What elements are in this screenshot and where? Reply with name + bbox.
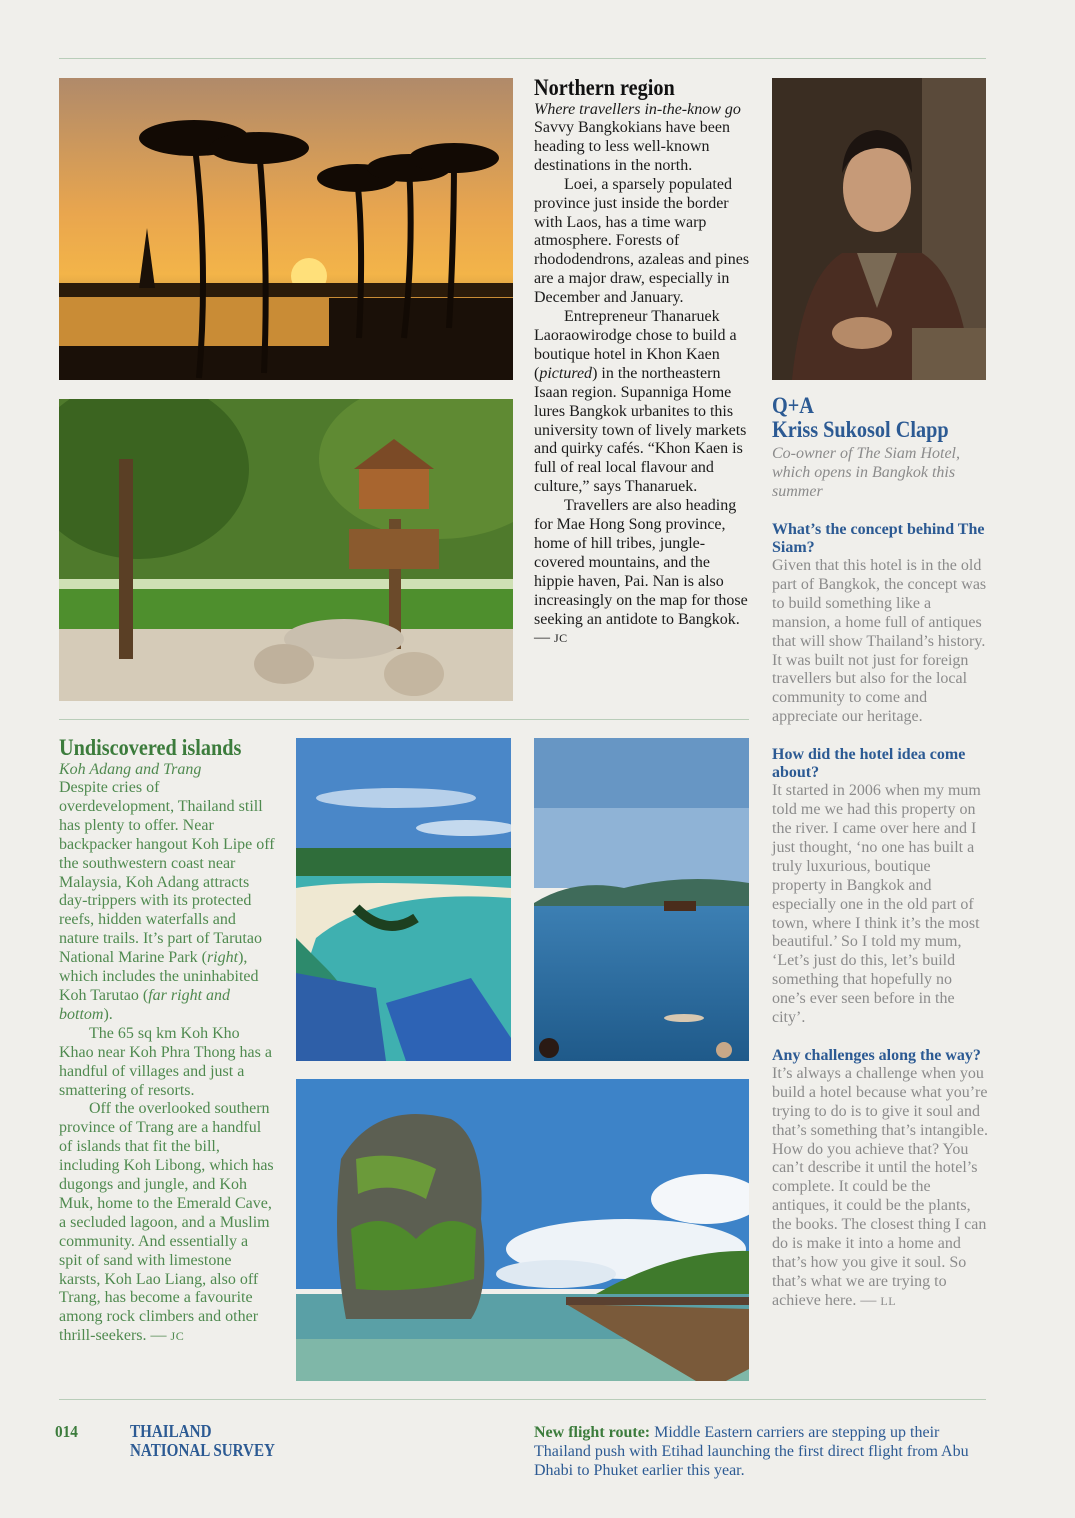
sea-snorkel-photo <box>534 738 749 1061</box>
treehouse-hotel-photo <box>59 399 513 701</box>
top-rule <box>59 58 986 59</box>
author-initials: JC <box>554 631 568 646</box>
question-2: How did the hotel idea come about? <box>772 746 966 782</box>
answer-3: It’s always a challenge when you build a hotel because what you’re trying to do is to give it soul and that’s something that’s intangible. How do you achieve that? You can’t describe it until the hotel’s complete. It could be the antiques, it could be the plants, the books. The closest thing I can do is make it into a home and that’s how you give it soul. So that’s what we are trying to achieve here. — LL <box>772 1064 988 1309</box>
publication-section-title: THAILAND NATIONAL SURVEY <box>130 1421 275 1460</box>
news-brief-label: New flight route: <box>534 1424 651 1441</box>
northern-paragraph-4: Travellers are also heading for Mae Hong Song province, home of hill tribes, jungle-covered mountains, and the hippie haven, Pai. Nan is also increasingly on the map for those seeking an antidote to Bangkok. — JC <box>534 497 748 647</box>
news-brief-text: Middle Eastern carriers are stepping up their Thailand push with Etihad launching the first direct flight from Abu Dhabi to Phuket earlier this year. <box>534 1424 969 1479</box>
northern-paragraph-2: Loei, a sparsely populated province just inside the border with Laos, has a time warp atmosphere. Forests of rhododendrons, azaleas and pines are a major draw, especially in December and January. <box>534 175 750 307</box>
islands-paragraph-1: Despite cries of overdevelopment, Thailand still has plenty to offer. Near backpacker hangout Koh Lipe off the southwestern coast near Malaysia, Koh Adang attracts day-trippers with its protected reefs, hidden waterfalls and nature trails. It’s part of Tarutao National Marine Park (right), which includes the uninhabited Koh Tarutao (far right and bottom). <box>59 779 275 1023</box>
northern-region-subtitle: Where travellers in-the-know go <box>534 101 741 118</box>
interviewee-name: Kriss Sukosol Clapp <box>772 417 949 442</box>
interviewee-role: Co-owner of The Siam Hotel, which opens in Bangkok this summer <box>772 445 960 500</box>
news-brief <box>534 1423 994 1480</box>
page-number: 014 <box>55 1422 78 1441</box>
islands-paragraph-2: The 65 sq km Koh Kho Khao near Koh Phra Thong has a handful of villages and just a smattering of resorts. <box>59 1024 272 1099</box>
northern-region-heading: Northern region <box>534 75 675 100</box>
answer-1: Given that this hotel is in the old part of Bangkok, the concept was to build something like a mansion, a home full of antiques that will show Thailand’s history. It was built not just for foreign travellers but also for the local community to come and appreciate our heritage. <box>772 557 987 726</box>
question-3: Any challenges along the way? <box>772 1046 981 1064</box>
northern-region-article <box>534 76 750 648</box>
mid-rule <box>59 719 749 720</box>
qa-interview <box>772 394 988 1330</box>
beach-aerial-photo <box>296 738 511 1061</box>
sunset-palms-photo <box>59 78 513 380</box>
kriss-portrait-photo <box>772 78 986 380</box>
bottom-rule <box>59 1399 986 1400</box>
answer-2: It started in 2006 when my mum told me we had this property on the river. I came over here and I just thought, ‘no one has built a truly luxurious, boutique property in Bangkok and especially one in the old part of town, where I think it’s the most beautiful.’ So I told my mum, ‘Let’s just do this, let’s build something that hopefully no one’s ever seen before in the city’. <box>772 782 981 1027</box>
islands-paragraph-3: Off the overlooked southern province of Trang are a handful of islands that fit the bill, including Koh Libong, which has dugongs and jungle, and Koh Muk, home to the Emerald Cave, a secluded lagoon, and a Muslim community. And essentially a spit of sand with limestone karsts, Koh Lao Liang, also off Trang, has become a favourite among rock climbers and other thrill-seekers. — JC <box>59 1100 274 1345</box>
undiscovered-islands-article <box>59 736 275 1346</box>
islands-subtitle: Koh Adang and Trang <box>59 761 202 778</box>
question-1: What’s the concept behind The Siam? <box>772 521 985 556</box>
northern-paragraph-1: Savvy Bangkokians have been heading to less well-known destinations in the north. <box>534 119 730 174</box>
qa-kicker: Q+A <box>772 393 814 418</box>
islands-heading: Undiscovered islands <box>59 735 242 760</box>
northern-paragraph-3: Entrepreneur Thanaruek Laoraowirodge chose to build a boutique hotel in Khon Kaen (pictured) in the northeastern Isaan region. Supanniga Home lures Bangkok urbanites to this university town of lively markets and quirky cafés. “Khon Kaen is full of real local flavour and culture,” says Thanaruek. <box>534 308 747 496</box>
limestone-karst-photo <box>296 1079 749 1381</box>
author-initials: LL <box>880 1293 897 1308</box>
author-initials: JC <box>170 1329 185 1344</box>
